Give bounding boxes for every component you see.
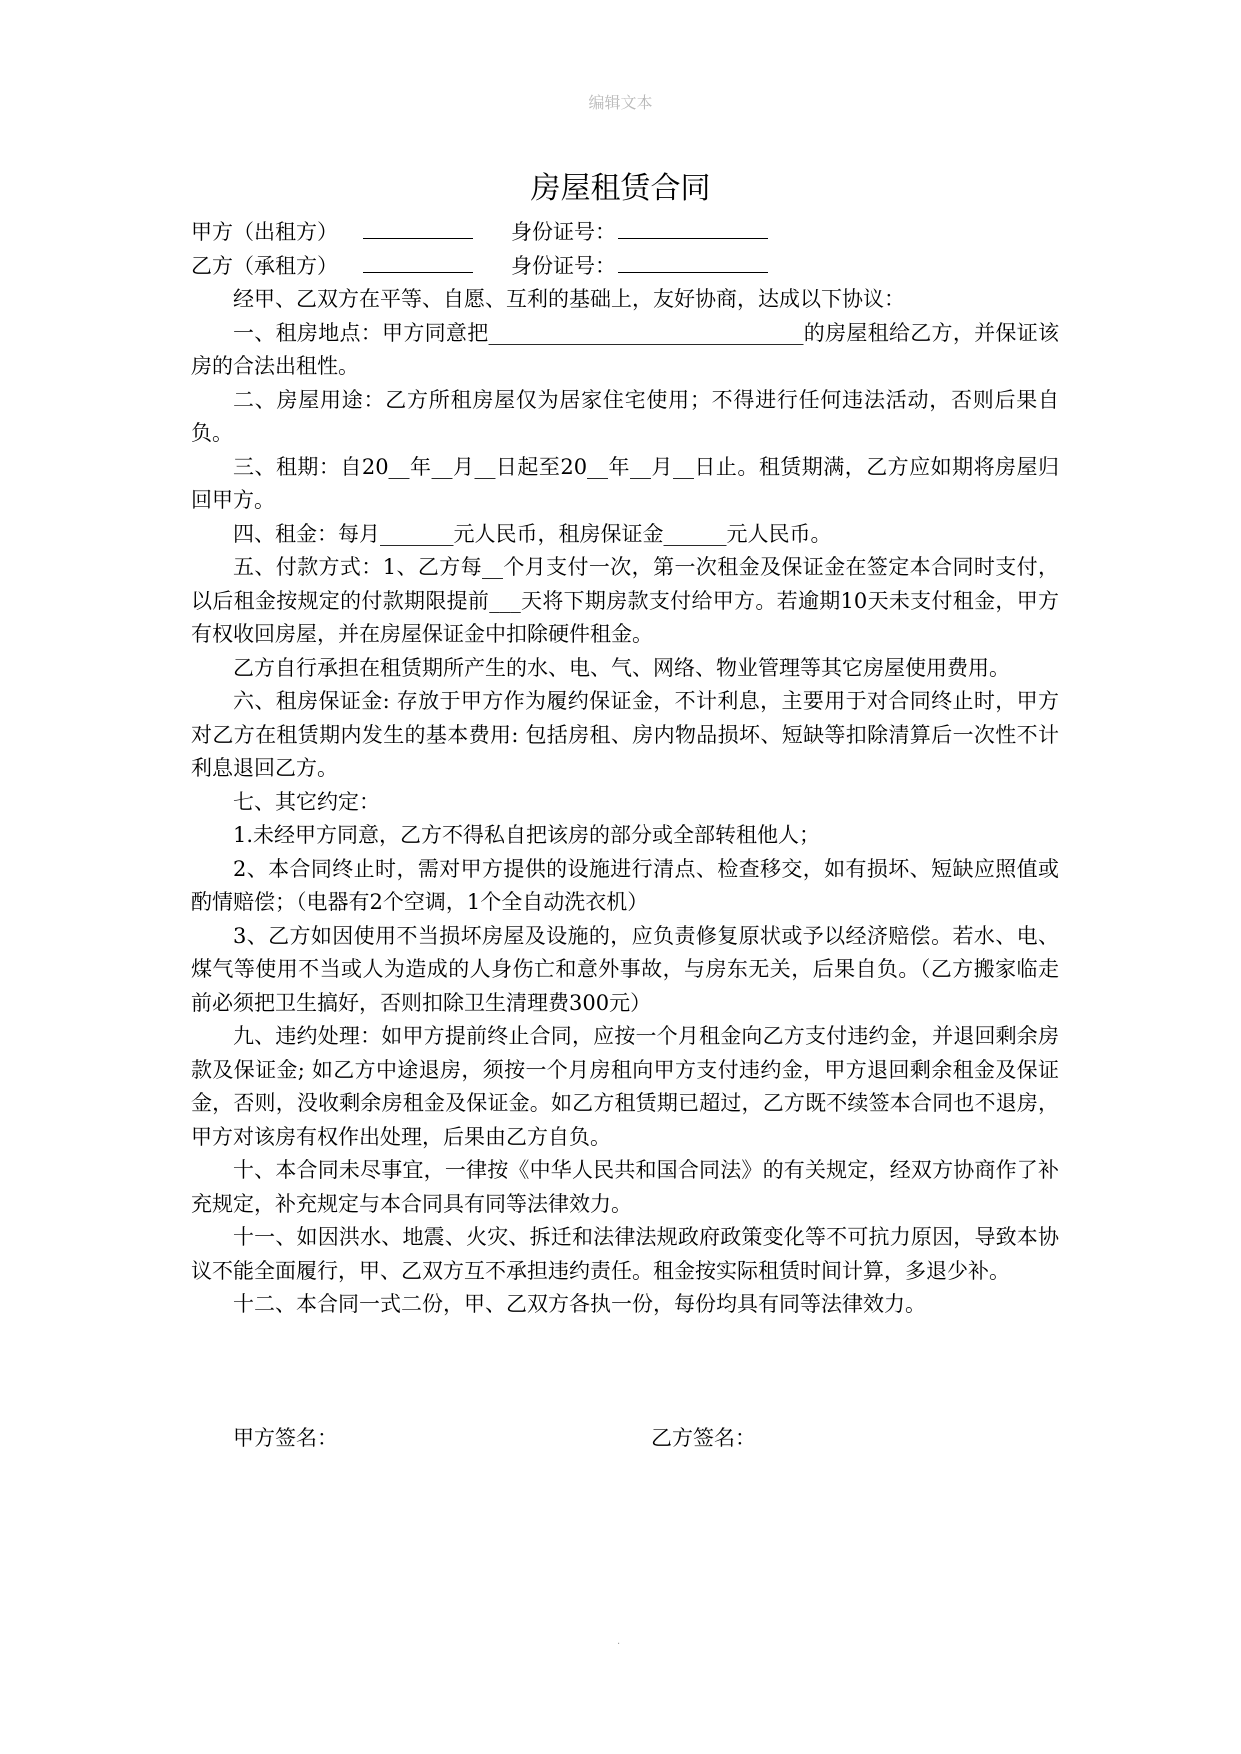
party-a-id-label: 身份证号： [511, 220, 616, 244]
paragraph-other-1: 1.未经甲方同意，乙方不得私自把该房的部分或全部转租他人； [233, 823, 821, 847]
paragraph-force-majeure: 十一、如因洪水、地震、火灾、拆迁和法律法规政府政策变化等不可抗力原因，导致本协议不能全面履行，甲、乙双方互不承担违约责任。租金按实际租赁时间计算，多退少补。 [191, 1225, 1059, 1283]
paragraph-other-3: 3、乙方如因使用不当损坏房屋及设施的，应负责修复原状或予以经济赔偿。若水、电、煤气等使用不当或人为造成的人身伤亡和意外事故，与房东无关，后果自负。（乙方搬家临走前必须把卫生搞好，否则扣除卫生清理费300元） [191, 923, 1059, 1015]
paragraph-breach: 九、违约处理：如甲方提前终止合同，应按一个月租金向乙方支付违约金，并退回剩余房款及保证金; 如乙方中途退房，须按一个月房租向甲方支付违约金，甲方退回剩余租金及保证金，否则，没收剩余房租金及保证金。如乙方租赁期已超过，乙方既不续签本合同也不退房，甲方对该房有权作出处理，后果由乙方自负。 [191, 1024, 1059, 1149]
paragraph-rent: 四、租金：每月_______元人民币，租房保证金______元人民币。 [233, 521, 832, 546]
paragraph-other-2: 2、本合同终止时，需对甲方提供的设施进行清点、检查移交，如有损坏、短缺应照值或酌情赔偿；（电器有2个空调，1个全自动洗衣机） [191, 856, 1059, 914]
paragraph-deposit: 六、租房保证金: 存放于甲方作为履约保证金，不计利息，主要用于对合同终止时，甲方对乙方在租赁期内发生的基本费用: 包括房租、房内物品损坏、短缺等扣除清算后一次性不计利息退回乙方。 [191, 689, 1059, 780]
party-b-row [191, 250, 1059, 284]
paragraph-other-heading: 七、其它约定： [233, 789, 380, 814]
party-b-signature-label: 乙方签名： [651, 1426, 756, 1450]
party-b-id-blank[interactable] [618, 250, 768, 273]
party-b-name-blank[interactable] [363, 250, 473, 273]
footer-mark: . [617, 1636, 621, 1647]
page-header: 编辑文本 [588, 93, 653, 112]
party-a-label: 甲方（出租方） [191, 220, 338, 244]
paragraph-payment: 五、付款方式：1、乙方每__个月支付一次，第一次租金及保证金在签定本合同时支付，以后租金按规定的付款期限提前___天将下期房款支付给甲方。若逾期10天未支付租金，甲方有权收回房屋，并在房屋保证金中扣除硬件租金。 [191, 555, 1059, 646]
document-title: 房屋租赁合同 [530, 171, 711, 206]
paragraph-term: 三、租期：自20__年__月__日起至20__年__月__日止。租赁期满，乙方应如期将房屋归回甲方。 [191, 454, 1059, 512]
party-a-signature-label: 甲方签名： [233, 1426, 338, 1450]
contract-body [191, 216, 1059, 1322]
paragraph-usage: 二、房屋用途：乙方所租房屋仅为居家住宅使用；不得进行任何违法活动，否则后果自负。 [191, 387, 1059, 445]
paragraph-supplement: 十、本合同未尽事宜，一律按《中华人民共和国合同法》的有关规定，经双方协商作了补充规定，补充规定与本合同具有同等法律效力。 [191, 1158, 1059, 1216]
paragraph-location: 一、租房地点：甲方同意把______________________________的房屋租给乙方，并保证该房的合法出租性。 [191, 320, 1059, 378]
party-a-id-blank[interactable] [618, 216, 768, 239]
paragraph-copies: 十二、本合同一式二份，甲、乙双方各执一份，每份均具有同等法律效力。 [233, 1292, 926, 1316]
party-a-name-blank[interactable] [363, 216, 473, 239]
party-a-row [191, 216, 1059, 250]
paragraph-preamble: 经甲、乙双方在平等、自愿、互利的基础上，友好协商，达成以下协议： [233, 287, 905, 311]
party-b-id-label: 身份证号： [511, 253, 616, 278]
party-b-label: 乙方（承租方） [191, 253, 338, 278]
paragraph-utilities: 乙方自行承担在租赁期所产生的水、电、气、网络、物业管理等其它房屋使用费用。 [233, 655, 1010, 680]
